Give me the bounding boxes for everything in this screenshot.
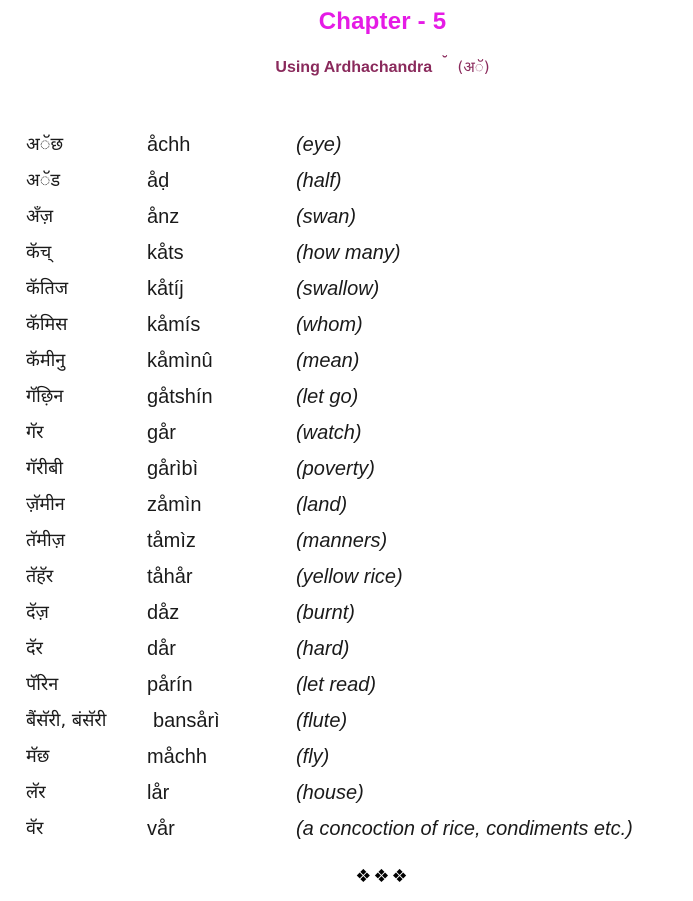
hindi-word: दॅज़	[26, 602, 49, 623]
english-meaning: (watch)	[296, 422, 362, 444]
hindi-word: वॅर	[26, 818, 44, 839]
transliteration: pårín	[147, 674, 193, 696]
hindi-word: तॅहॅर	[26, 566, 54, 587]
hindi-word: अॅड	[26, 170, 61, 191]
subtitle-text: Using Ardhachandra	[275, 59, 433, 76]
english-meaning: (swallow)	[296, 278, 380, 300]
hindi-word: कॅमिस	[26, 314, 68, 335]
transliteration: gårìbì	[147, 458, 199, 480]
hindi-word: कॅतिज	[26, 278, 69, 299]
hindi-word: पॅरिन	[26, 674, 59, 695]
hindi-word: गॅछ़िन	[26, 386, 64, 407]
transliteration: vår	[147, 818, 175, 840]
transliteration: kåtíj	[147, 278, 184, 300]
hindi-word: तॅमीज़	[26, 530, 66, 551]
english-meaning: (how many)	[296, 242, 401, 264]
transliteration: dåz	[147, 602, 180, 624]
chapter-subtitle	[0, 53, 693, 77]
vocab-row	[0, 703, 693, 739]
hindi-word: अॅछ	[26, 134, 64, 155]
hindi-word: ज़ॅमीन	[26, 494, 65, 515]
vocab-row	[0, 235, 693, 271]
english-meaning: (mean)	[296, 350, 360, 372]
vocab-row	[0, 415, 693, 451]
transliteration: kåmís	[147, 314, 201, 336]
vocab-row	[0, 271, 693, 307]
vocabulary-list	[0, 127, 693, 847]
vocab-row	[0, 451, 693, 487]
vocab-row	[0, 667, 693, 703]
english-meaning: (swan)	[296, 206, 357, 228]
ornament-divider-icon: ❖❖❖	[355, 866, 410, 887]
transliteration: kåmìnû	[147, 350, 213, 372]
english-meaning: (fly)	[296, 746, 330, 768]
vocab-row	[0, 523, 693, 559]
english-meaning: (yellow rice)	[296, 566, 403, 588]
vocab-row	[0, 811, 693, 847]
vocab-row	[0, 739, 693, 775]
vocab-row	[0, 379, 693, 415]
english-meaning: (house)	[296, 782, 364, 804]
vocab-row	[0, 127, 693, 163]
transliteration: går	[147, 422, 176, 444]
hindi-word: लॅर	[26, 782, 46, 803]
hindi-word: कॅमीनु	[26, 350, 66, 371]
english-meaning: (manners)	[296, 530, 388, 552]
chapter-title: Chapter - 5	[318, 8, 447, 35]
vocab-row	[0, 199, 693, 235]
vocab-row	[0, 775, 693, 811]
transliteration: bansårì	[153, 710, 220, 732]
english-meaning: (poverty)	[296, 458, 375, 480]
transliteration: zåmìn	[147, 494, 202, 516]
transliteration: åḍ	[147, 170, 170, 192]
subtitle-hindi-glyph: (अॅ)	[457, 58, 490, 76]
transliteration: tåmìz	[147, 530, 196, 552]
transliteration: åchh	[147, 134, 191, 156]
transliteration: lår	[147, 782, 170, 804]
vocab-row	[0, 307, 693, 343]
transliteration: kåts	[147, 242, 184, 264]
transliteration: dår	[147, 638, 176, 660]
hindi-word: अँज़	[26, 206, 54, 227]
english-meaning: (let go)	[296, 386, 359, 408]
english-meaning: (half)	[296, 170, 342, 192]
transliteration: ånz	[147, 206, 180, 228]
ardhachandra-symbol: ˘	[442, 53, 448, 70]
vocab-row	[0, 631, 693, 667]
english-meaning: (land)	[296, 494, 348, 516]
english-meaning: (burnt)	[296, 602, 355, 624]
transliteration: måchh	[147, 746, 208, 768]
english-meaning: (hard)	[296, 638, 350, 660]
english-meaning: (flute)	[296, 710, 348, 732]
english-meaning: (a concoction of rice, condiments etc.)	[296, 818, 633, 840]
hindi-word: गॅरीबी	[26, 458, 64, 479]
vocab-row	[0, 343, 693, 379]
vocab-row	[0, 163, 693, 199]
transliteration: tåhår	[147, 566, 193, 588]
hindi-word: कॅच्	[26, 242, 52, 263]
english-meaning: (whom)	[296, 314, 363, 336]
english-meaning: (eye)	[296, 134, 342, 156]
transliteration: gåtshín	[147, 386, 213, 408]
vocab-row	[0, 559, 693, 595]
hindi-word: बैंसॅरी, बंसॅरी	[26, 710, 107, 731]
vocab-row	[0, 487, 693, 523]
english-meaning: (let read)	[296, 674, 377, 696]
hindi-word: गॅर	[26, 422, 44, 443]
vocab-row	[0, 595, 693, 631]
hindi-word: दॅर	[26, 638, 43, 659]
hindi-word: मॅछ	[26, 746, 50, 767]
